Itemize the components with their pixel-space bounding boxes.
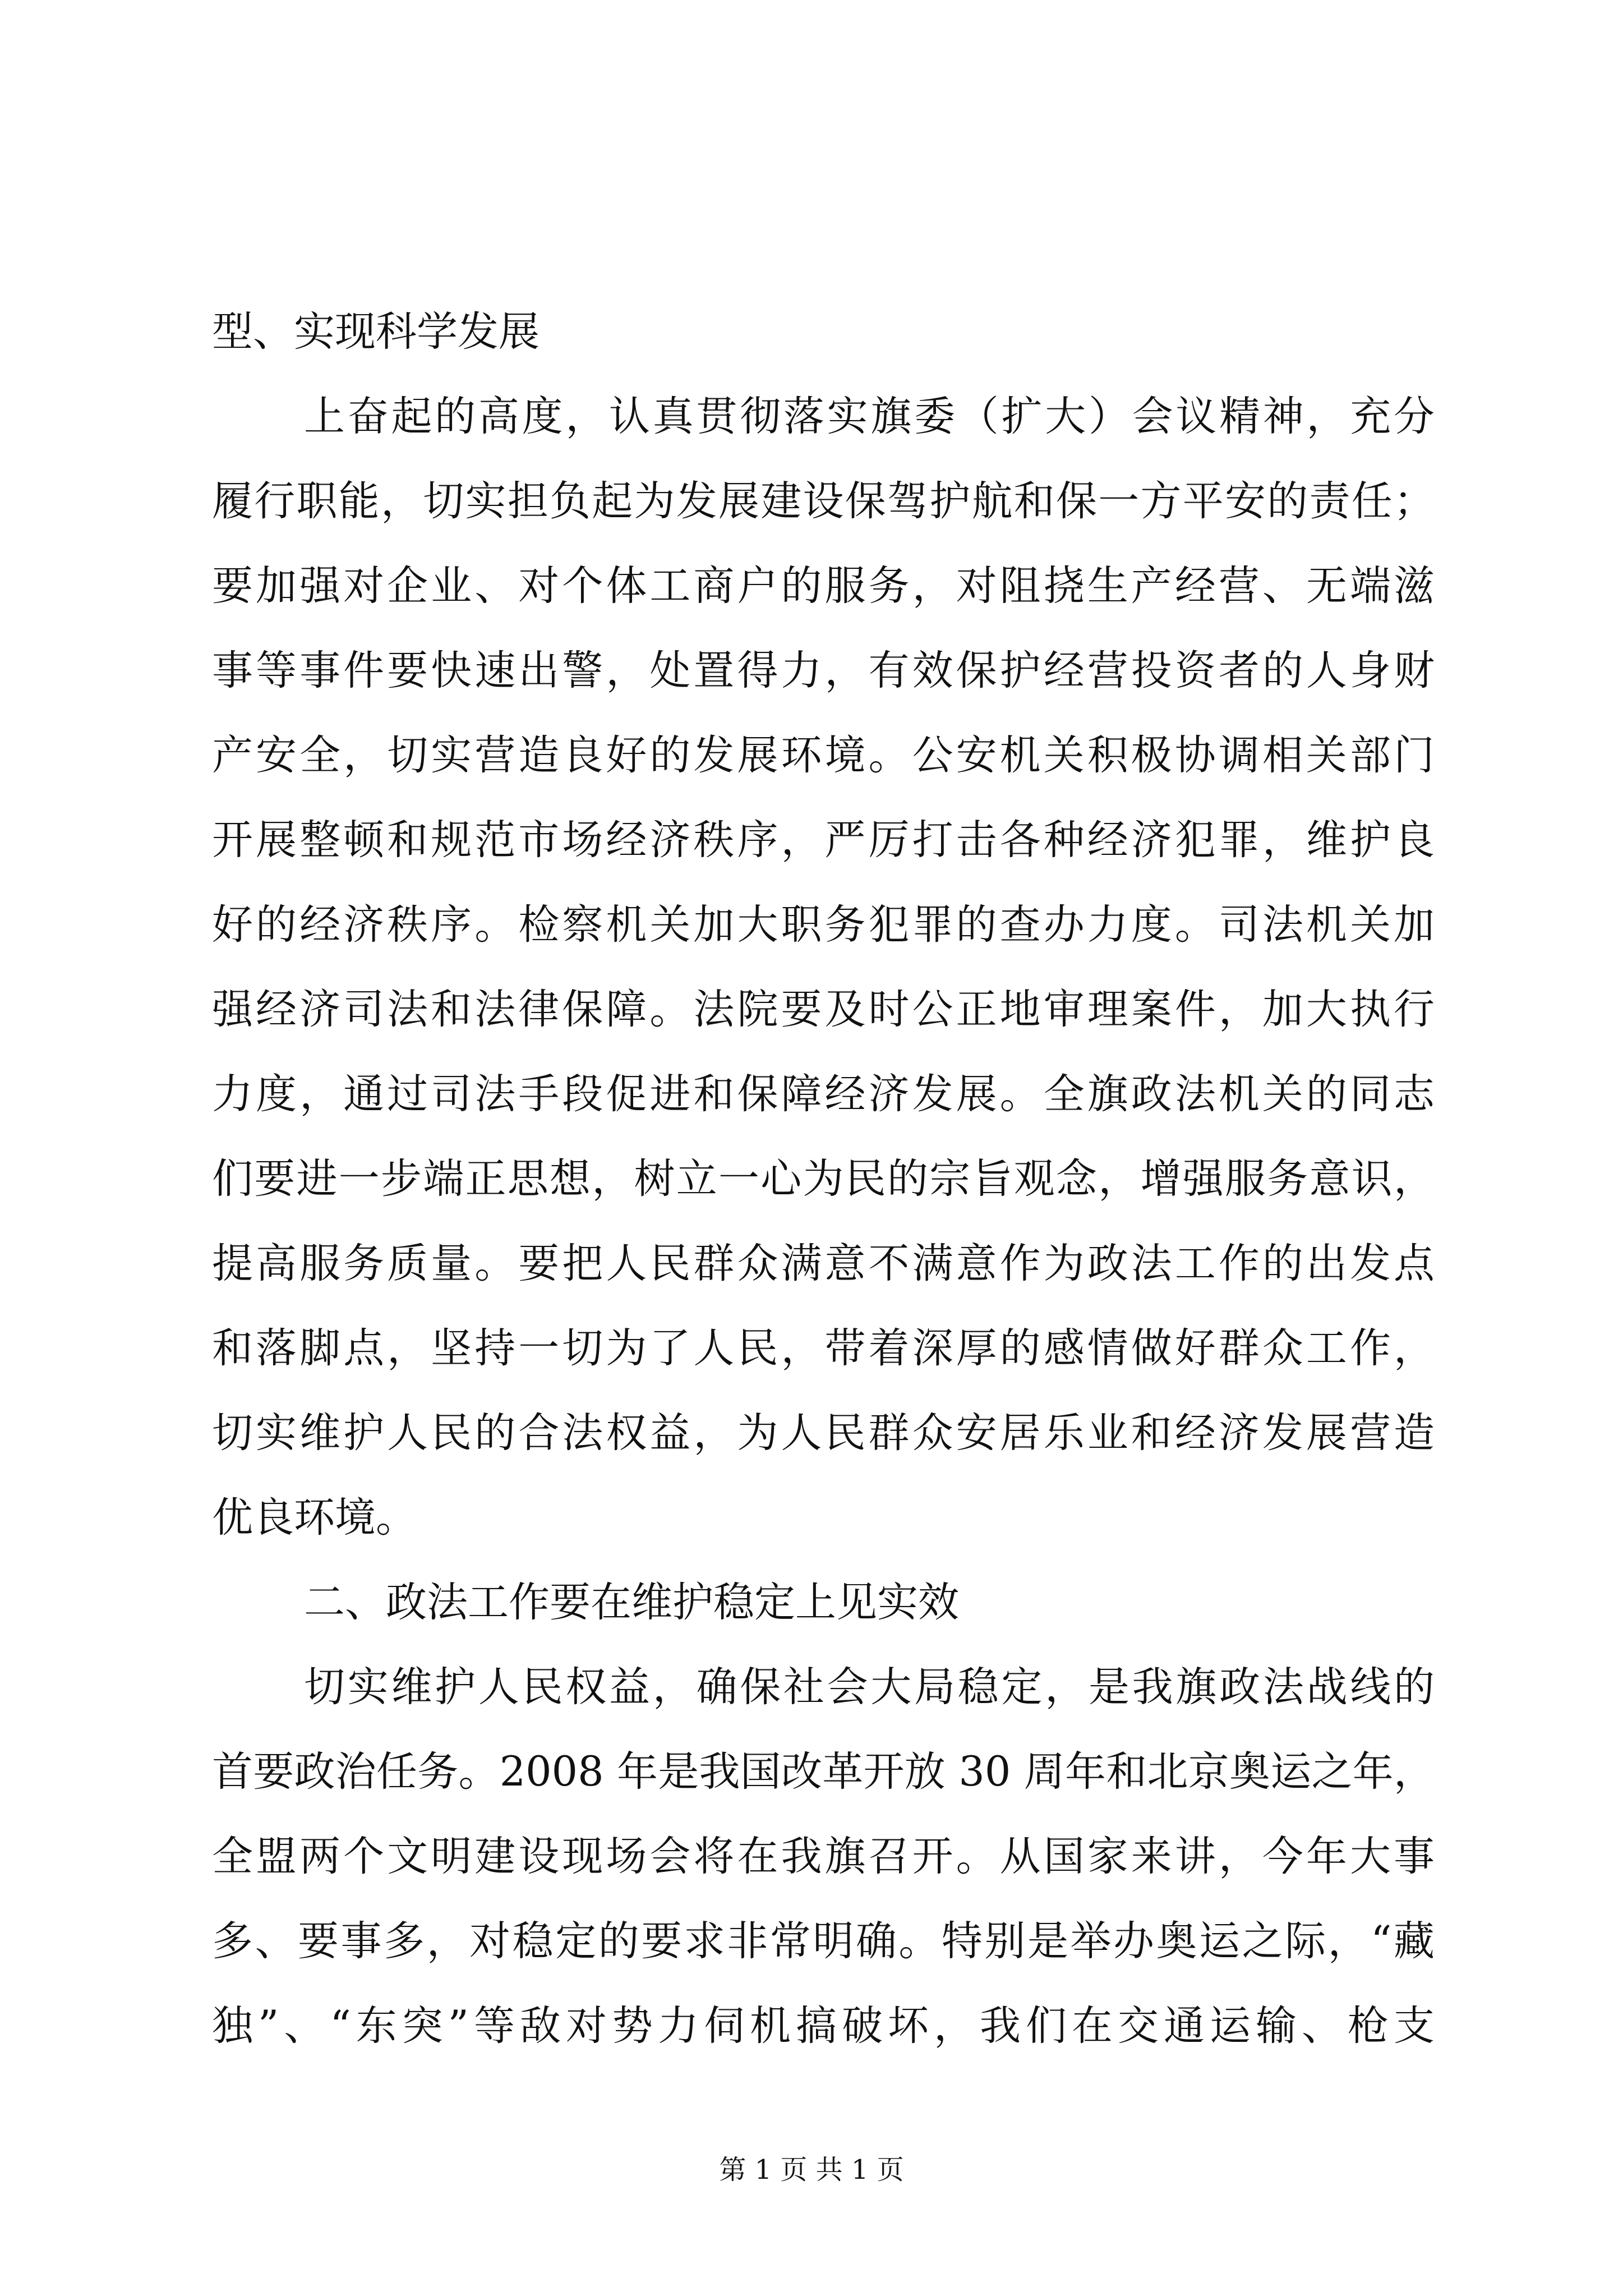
text-line: 型、实现科学发展 bbox=[212, 308, 540, 356]
text-line: 首要政治任务。2008 年是我国改革开放 30 周年和北京奥运之年， bbox=[212, 1748, 1435, 1796]
section-heading: 二、政法工作要在维护稳定上见实效 bbox=[304, 1579, 959, 1626]
text-line: 履行职能，切实担负起为发展建设保驾护航和保一方平安的责任； bbox=[212, 477, 1435, 525]
text-line: 好的经济秩序。检察机关加大职务犯罪的查办力度。司法机关加 bbox=[212, 901, 1435, 949]
text-line: 们要进一步端正思想，树立一心为民的宗旨观念，增强服务意识， bbox=[212, 1155, 1435, 1203]
text-line: 要加强对企业、对个体工商户的服务，对阻挠生产经营、无端滋 bbox=[212, 562, 1435, 610]
text-line: 上奋起的高度，认真贯彻落实旗委（扩大）会议精神，充分 bbox=[304, 393, 1435, 440]
text-line: 强经济司法和法律保障。法院要及时公正地审理案件，加大执行 bbox=[212, 986, 1435, 1033]
text-line: 提高服务质量。要把人民群众满意不满意作为政法工作的出发点 bbox=[212, 1240, 1435, 1287]
text-line: 切实维护人民权益，确保社会大局稳定，是我旗政法战线的 bbox=[304, 1663, 1435, 1711]
page-footer: 第 1 页 共 1 页 bbox=[719, 2154, 904, 2185]
text-line: 事等事件要快速出警，处置得力，有效保护经营投资者的人身财 bbox=[212, 647, 1435, 694]
text-line: 多、要事多，对稳定的要求非常明确。特别是举办奥运之际，“藏 bbox=[212, 1917, 1435, 1965]
text-line: 全盟两个文明建设现场会将在我旗召开。从国家来讲，今年大事 bbox=[212, 1833, 1435, 1880]
text-line: 力度，通过司法手段促进和保障经济发展。全旗政法机关的同志 bbox=[212, 1070, 1435, 1118]
text-line: 优良环境。 bbox=[212, 1494, 417, 1542]
text-line: 和落脚点，坚持一切为了人民，带着深厚的感情做好群众工作， bbox=[212, 1324, 1435, 1372]
text-line: 切实维护人民的合法权益，为人民群众安居乐业和经济发展营造 bbox=[212, 1409, 1435, 1457]
text-line: 产安全，切实营造良好的发展环境。公安机关积极协调相关部门 bbox=[212, 731, 1435, 779]
text-line: 开展整顿和规范市场经济秩序，严厉打击各种经济犯罪，维护良 bbox=[212, 816, 1435, 864]
text-line: 独”、“东突”等敌对势力伺机搞破坏，我们在交通运输、枪支 bbox=[212, 2002, 1435, 2050]
